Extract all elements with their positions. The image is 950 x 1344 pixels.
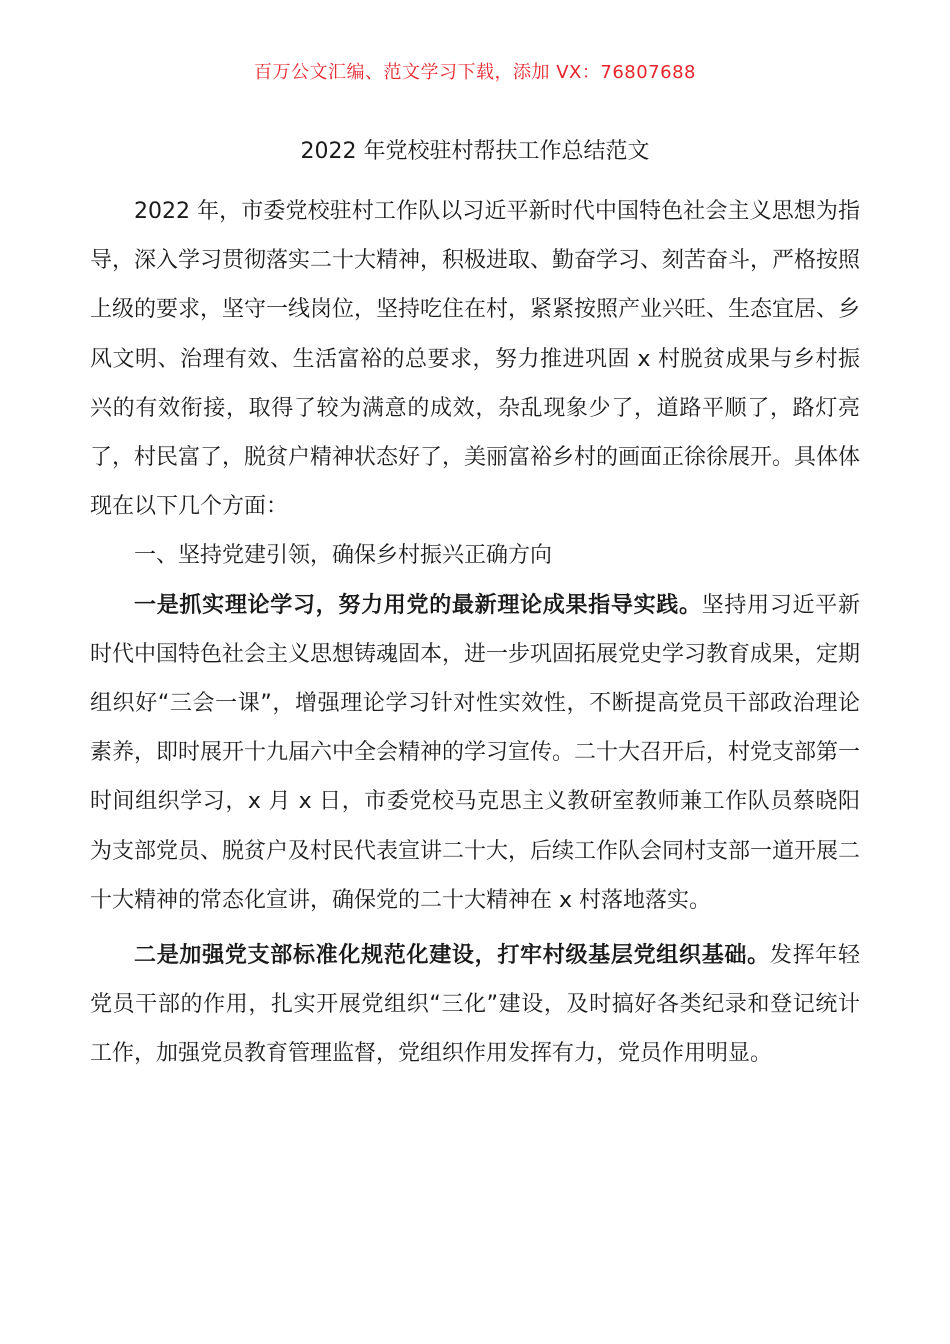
document-title: 2022 年党校驻村帮扶工作总结范文: [300, 139, 650, 164]
intro-paragraph: 2022 年，市委党校驻村工作队以习近平新时代中国特色社会主义思想为指导，深入学习贯彻落实二十大精神，积极进取、勤奋学习、刻苦奋斗，严格按照上级的要求，坚守一线岗位，坚持吃住在村，紧紧按照产业兴旺、生态宜居、乡风文明、治理有效、生活富裕的总要求，努力推进巩固 x 村脱贫成果与乡村振兴的有效衔接，取得了较为满意的成效，杂乱现象少了，道路平顺了，路灯亮了，村民富了，脱贫户精神状态好了，美丽富裕乡村的画面正徐徐展开。具体体现在以下几个方面：: [90, 199, 861, 520]
point-2-paragraph: [90, 931, 860, 1079]
point-1-body: 坚持用习近平新时代中国特色社会主义思想铸魂固本，进一步巩固拓展党史学习教育成果，定期组织好“三会一课”，增强理论学习针对性实效性，不断提高党员干部政治理论素养，即时展开十九届六中全会精神的学习宣传。二十大召开后，村党支部第一时间组织学习，x 月 x 日，市委党校马克思主义教研室教师兼工作队员蔡晓阳为支部党员、脱贫户及村民代表宣讲二十大，后续工作队会同村支部一道开展二十大精神的常态化宣讲，确保党的二十大精神在 x 村落地落实。: [90, 592, 861, 913]
point-2-lead: 二是加强党支部标准化规范化建设，打牢村级基层党组织基础。: [134, 943, 770, 969]
point-1-lead: 一是抓实理论学习，努力用党的最新理论成果指导实践。: [134, 592, 702, 618]
header-banner: 百万公文汇编、范文学习下载，添加 VX：76807688: [254, 62, 696, 83]
point-2-body: 发挥年轻党员干部的作用，扎实开展党组织“三化”建设，及时搞好各类纪录和登记统计工作，加强党员教育管理监督，党组织作用发挥有力，党员作用明显。: [90, 943, 860, 1067]
point-1-paragraph: [90, 581, 860, 925]
section-heading: 一、坚持党建引领，确保乡村振兴正确方向: [134, 543, 553, 569]
document-body: [90, 187, 860, 1079]
